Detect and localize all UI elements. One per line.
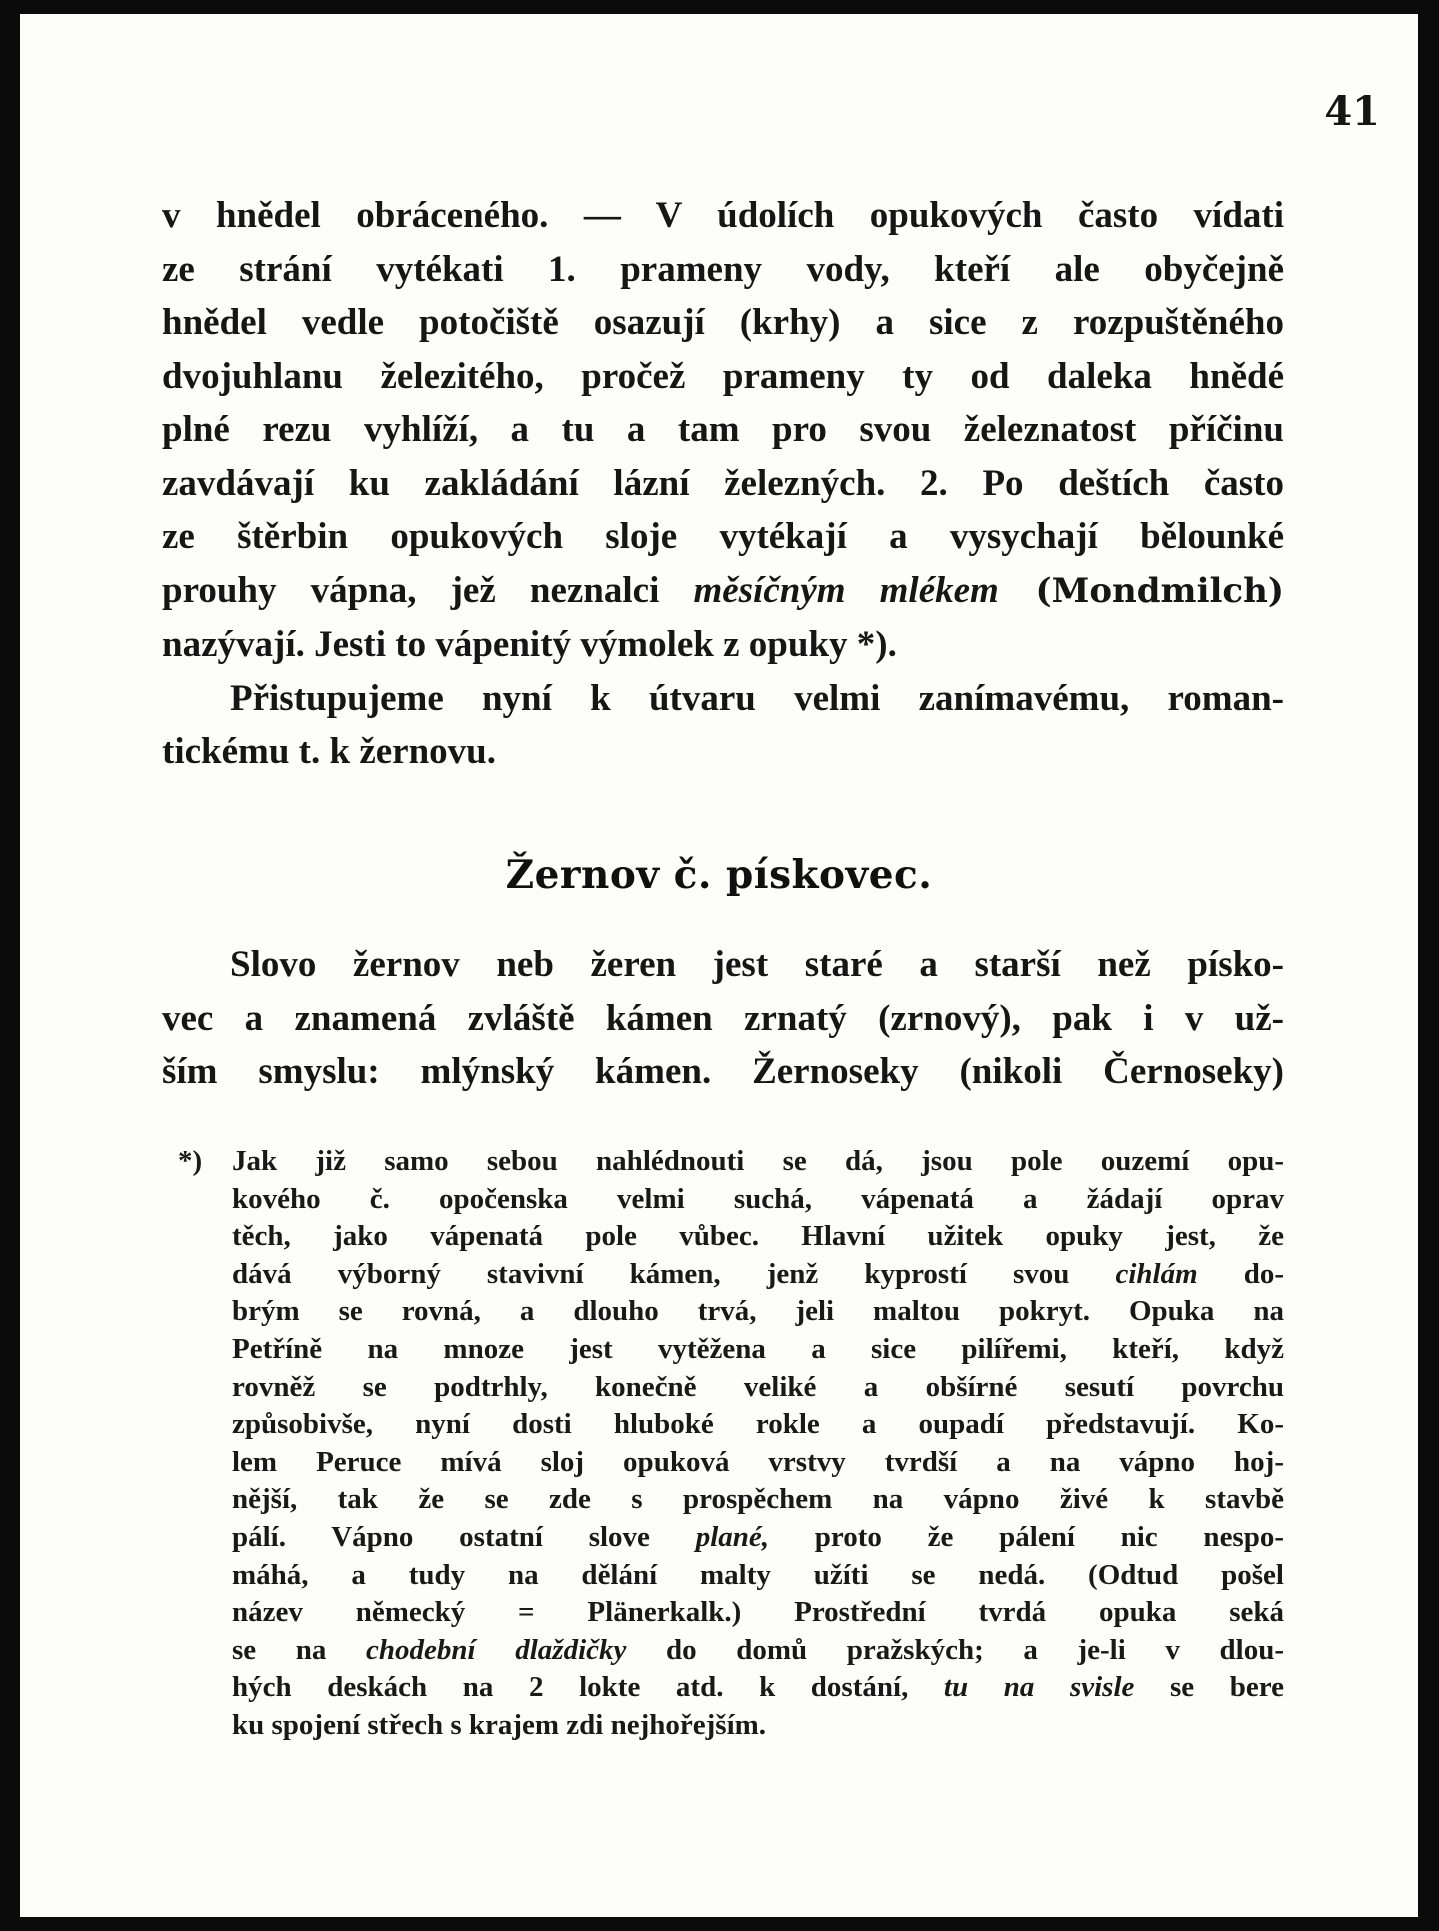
paragraph-opuka-springs	[162, 189, 1284, 779]
footnote-line: Jak již samo sebou nahlédnouti se dá, jsou pole ouzemí opu-	[232, 1145, 1284, 1177]
text-line: ze štěrbin opukových sloje vytékají a vysychají bělounké	[162, 516, 1284, 557]
text-segment: do domů pražských; a je-li v dlou-	[626, 1633, 1284, 1666]
text-segment: dává výborný stavivní kámen, jenž kyprostí svou	[232, 1257, 1116, 1290]
text-line: vec a znamená zvláště kámen zrnatý (zrnový), pak i v už-	[162, 997, 1284, 1039]
footnote-line	[232, 1519, 1284, 1557]
text-segment: (Mondmilch)	[998, 570, 1284, 611]
italic-term: chodební dlaždičky	[366, 1633, 627, 1666]
italic-term: měsíčným mlékem	[693, 569, 999, 611]
text-line: plné rezu vyhlíží, a tu a tam pro svou železnatost příčinu	[162, 409, 1284, 450]
text-line: nazývají. Jesti to vápenitý výmolek z opuky *).	[162, 624, 897, 665]
text-segment: proto že pálení nic nespo-	[769, 1520, 1285, 1553]
footnote-line: máhá, a tudy na dělání malty užíti se nedá. (Odtud pošel	[232, 1558, 1284, 1591]
footnote-line	[232, 1632, 1284, 1670]
footnote-line: těch, jako vápenatá pole vůbec. Hlavní užitek opuky jest, že	[232, 1220, 1284, 1253]
text-line: dvojuhlanu železitého, pročež prameny ty od daleka hnědé	[162, 355, 1284, 397]
footnote-line: brým se rovná, a dlouho trvá, jeli maltou pokryt. Opuka na	[232, 1295, 1284, 1328]
footnote-line: nější, tak že se zde s prospěchem na vápno živé k stavbě	[232, 1483, 1284, 1516]
footnote-mark: *)	[178, 1145, 203, 1177]
footnote-line: způsobivše, nyní dosti hluboké rokle a oupadí představují. Ko-	[232, 1408, 1284, 1441]
text-line: ze strání vytékati 1. prameny vody, kteří ale obyčejně	[162, 248, 1284, 290]
italic-term: plané,	[695, 1520, 769, 1553]
paragraph-zernov	[162, 938, 1284, 1099]
section-heading: Žernov č. pískovec.	[505, 852, 933, 898]
footnote-line: ku spojení střech s krajem zdi nejhořejším.	[232, 1708, 767, 1741]
footnote-line: název německý = Plänerkalk.) Prostřední tvrdá opuka seká	[232, 1596, 1284, 1629]
text-line: tickému t. k žernovu.	[162, 731, 496, 772]
text-segment: prouhy vápna, jež neznalci	[162, 569, 694, 611]
text-segment: hých deskách na 2 lokte atd. k dostání,	[232, 1671, 944, 1704]
text-line	[162, 564, 1284, 619]
footnote-line: kového č. opočenska velmi suchá, vápenatá a žádají oprav	[232, 1182, 1284, 1215]
italic-term: tu na svisle	[943, 1671, 1135, 1704]
italic-term: cihlám	[1115, 1257, 1198, 1290]
book-page	[20, 14, 1418, 1917]
footnote-line: lem Peruce mívá sloj opuková vrstvy tvrdší a na vápno hoj-	[232, 1445, 1284, 1478]
page-number: 41	[1324, 88, 1380, 135]
text-line: Přistupujeme nyní k útvaru velmi zanímavému, roman-	[230, 677, 1284, 719]
footnote	[178, 1143, 1285, 1745]
text-segment: se bere	[1134, 1671, 1284, 1704]
text-line: v hnědel obráceného. — V údolích opukových často vídati	[162, 195, 1284, 236]
text-segment: pálí. Vápno ostatní slove	[232, 1520, 696, 1553]
text-line: hnědel vedle potočiště osazují (krhy) a sice z rozpuštěného	[162, 302, 1284, 343]
footnote-line	[232, 1256, 1284, 1294]
text-segment: se na	[232, 1633, 367, 1666]
text-line: zavdávají ku zakládání lázní železných. 2. Po deštích často	[162, 462, 1284, 504]
text-segment: do-	[1197, 1257, 1284, 1290]
text-line: ším smyslu: mlýnský kámen. Žernoseky (nikoli Černoseky)	[162, 1051, 1284, 1092]
footnote-line: Petříně na mnoze jest vytěžena a sice pilířemi, kteří, když	[232, 1332, 1284, 1365]
text-line: Slovo žernov neb žeren jest staré a starší než písko-	[230, 944, 1284, 985]
footnote-line	[232, 1669, 1284, 1707]
footnote-line: rovněž se podtrhly, konečně veliké a obšírné sesutí povrchu	[232, 1370, 1284, 1403]
